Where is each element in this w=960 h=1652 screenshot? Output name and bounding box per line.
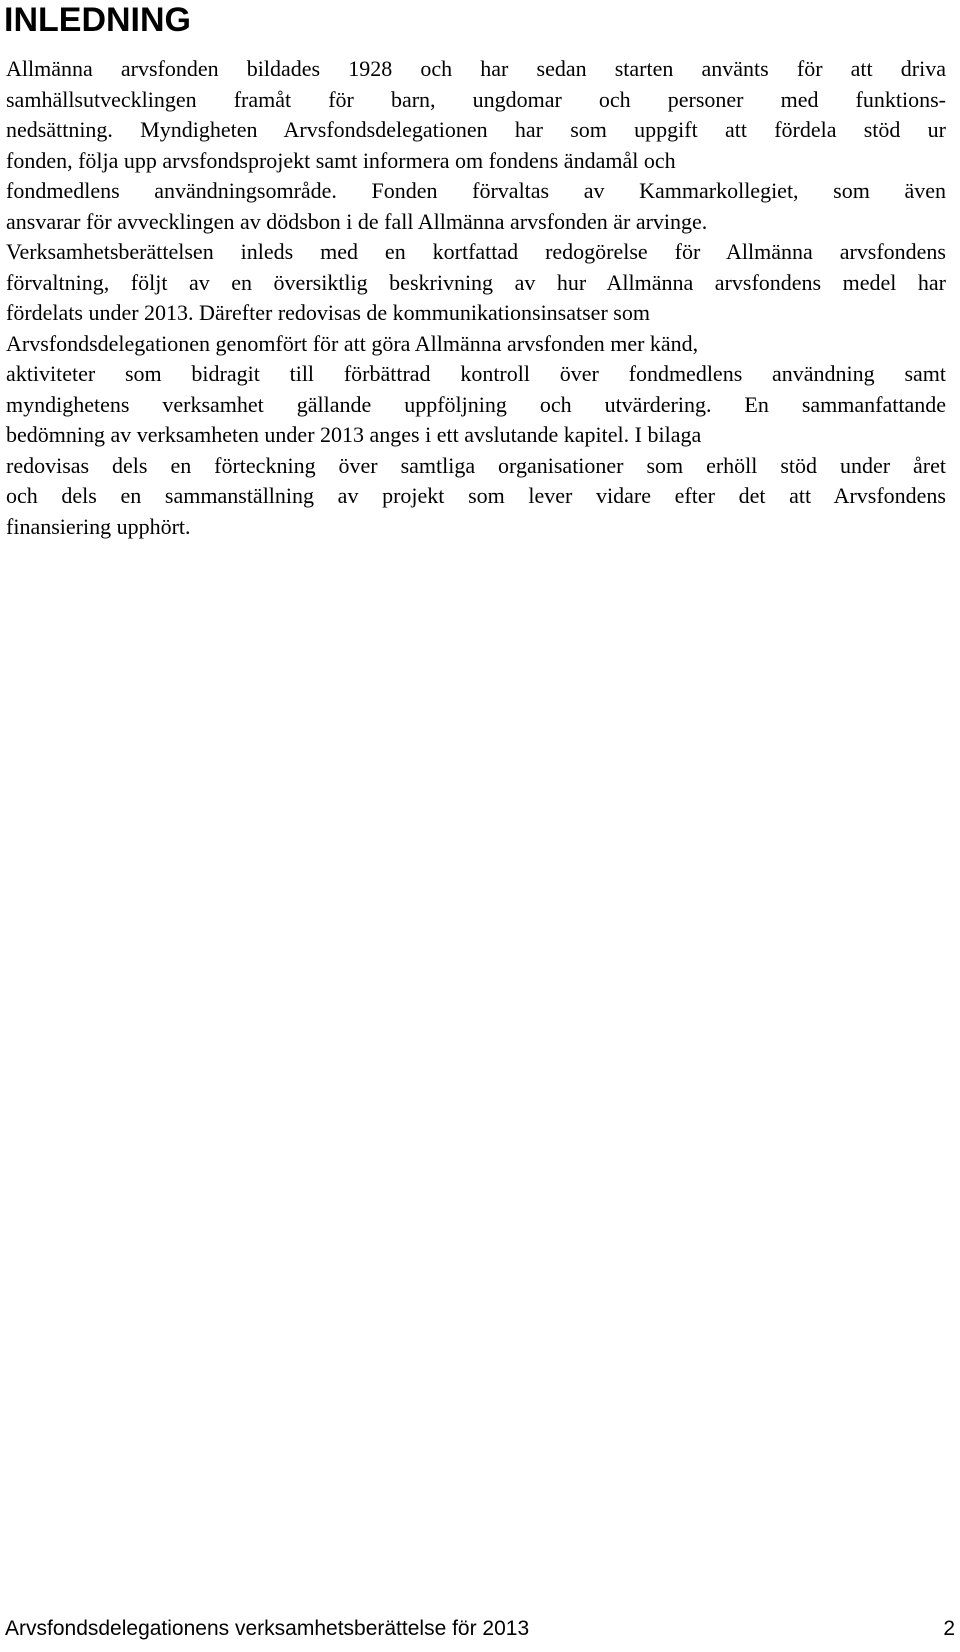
paragraph-line: myndighetens verksamhet gällande uppföljning och utvärdering. En sammanfattande	[6, 391, 946, 417]
page-footer	[5, 1616, 955, 1642]
page-heading: INLEDNING	[4, 1, 191, 39]
paragraph-line: samhällsutvecklingen framåt för barn, ungdomar och personer med funktions-	[6, 86, 946, 112]
paragraph-line: nedsättning. Myndigheten Arvsfondsdelegationen har som uppgift att fördela stöd ur	[6, 117, 946, 142]
paragraph-line: och dels en sammanställning av projekt som lever vidare efter det att Arvsfondens	[6, 483, 946, 508]
paragraph-line: ansvarar för avvecklingen av dödsbon i de fall Allmänna arvsfonden är arvinge.	[6, 208, 708, 234]
paragraph-line: förvaltning, följt av en översiktlig beskrivning av hur Allmänna arvsfondens medel har	[6, 269, 946, 295]
footer-title: Arvsfondsdelegationens verksamhetsberättelse för 2013	[5, 1617, 530, 1640]
paragraph-line: fonden, följa upp arvsfondsprojekt samt informera om fondens ändamål och	[6, 147, 676, 173]
paragraph-line: bedömning av verksamheten under 2013 anges i ett avslutande kapitel. I bilaga	[6, 422, 702, 447]
intro-paragraph	[6, 54, 946, 542]
paragraph-line: fondmedlens användningsområde. Fonden förvaltas av Kammarkollegiet, som även	[6, 178, 946, 203]
paragraph-line: aktiviteter som bidragit till förbättrad kontroll över fondmedlens användning samt	[6, 361, 946, 386]
page-number: 2	[943, 1617, 955, 1640]
paragraph-line: Allmänna arvsfonden bildades 1928 och har sedan starten använts för att driva	[6, 56, 946, 81]
paragraph-line: fördelats under 2013. Därefter redovisas de kommunikationsinsatser som	[6, 300, 650, 325]
paragraph-line: Arvsfondsdelegationen genomfört för att göra Allmänna arvsfonden mer känd,	[6, 330, 699, 356]
paragraph-line: finansiering upphört.	[6, 513, 191, 539]
paragraph-line: redovisas dels en förteckning över samtliga organisationer som erhöll stöd under året	[6, 452, 946, 478]
paragraph-line: Verksamhetsberättelsen inleds med en kortfattad redogörelse för Allmänna arvsfondens	[6, 239, 946, 264]
